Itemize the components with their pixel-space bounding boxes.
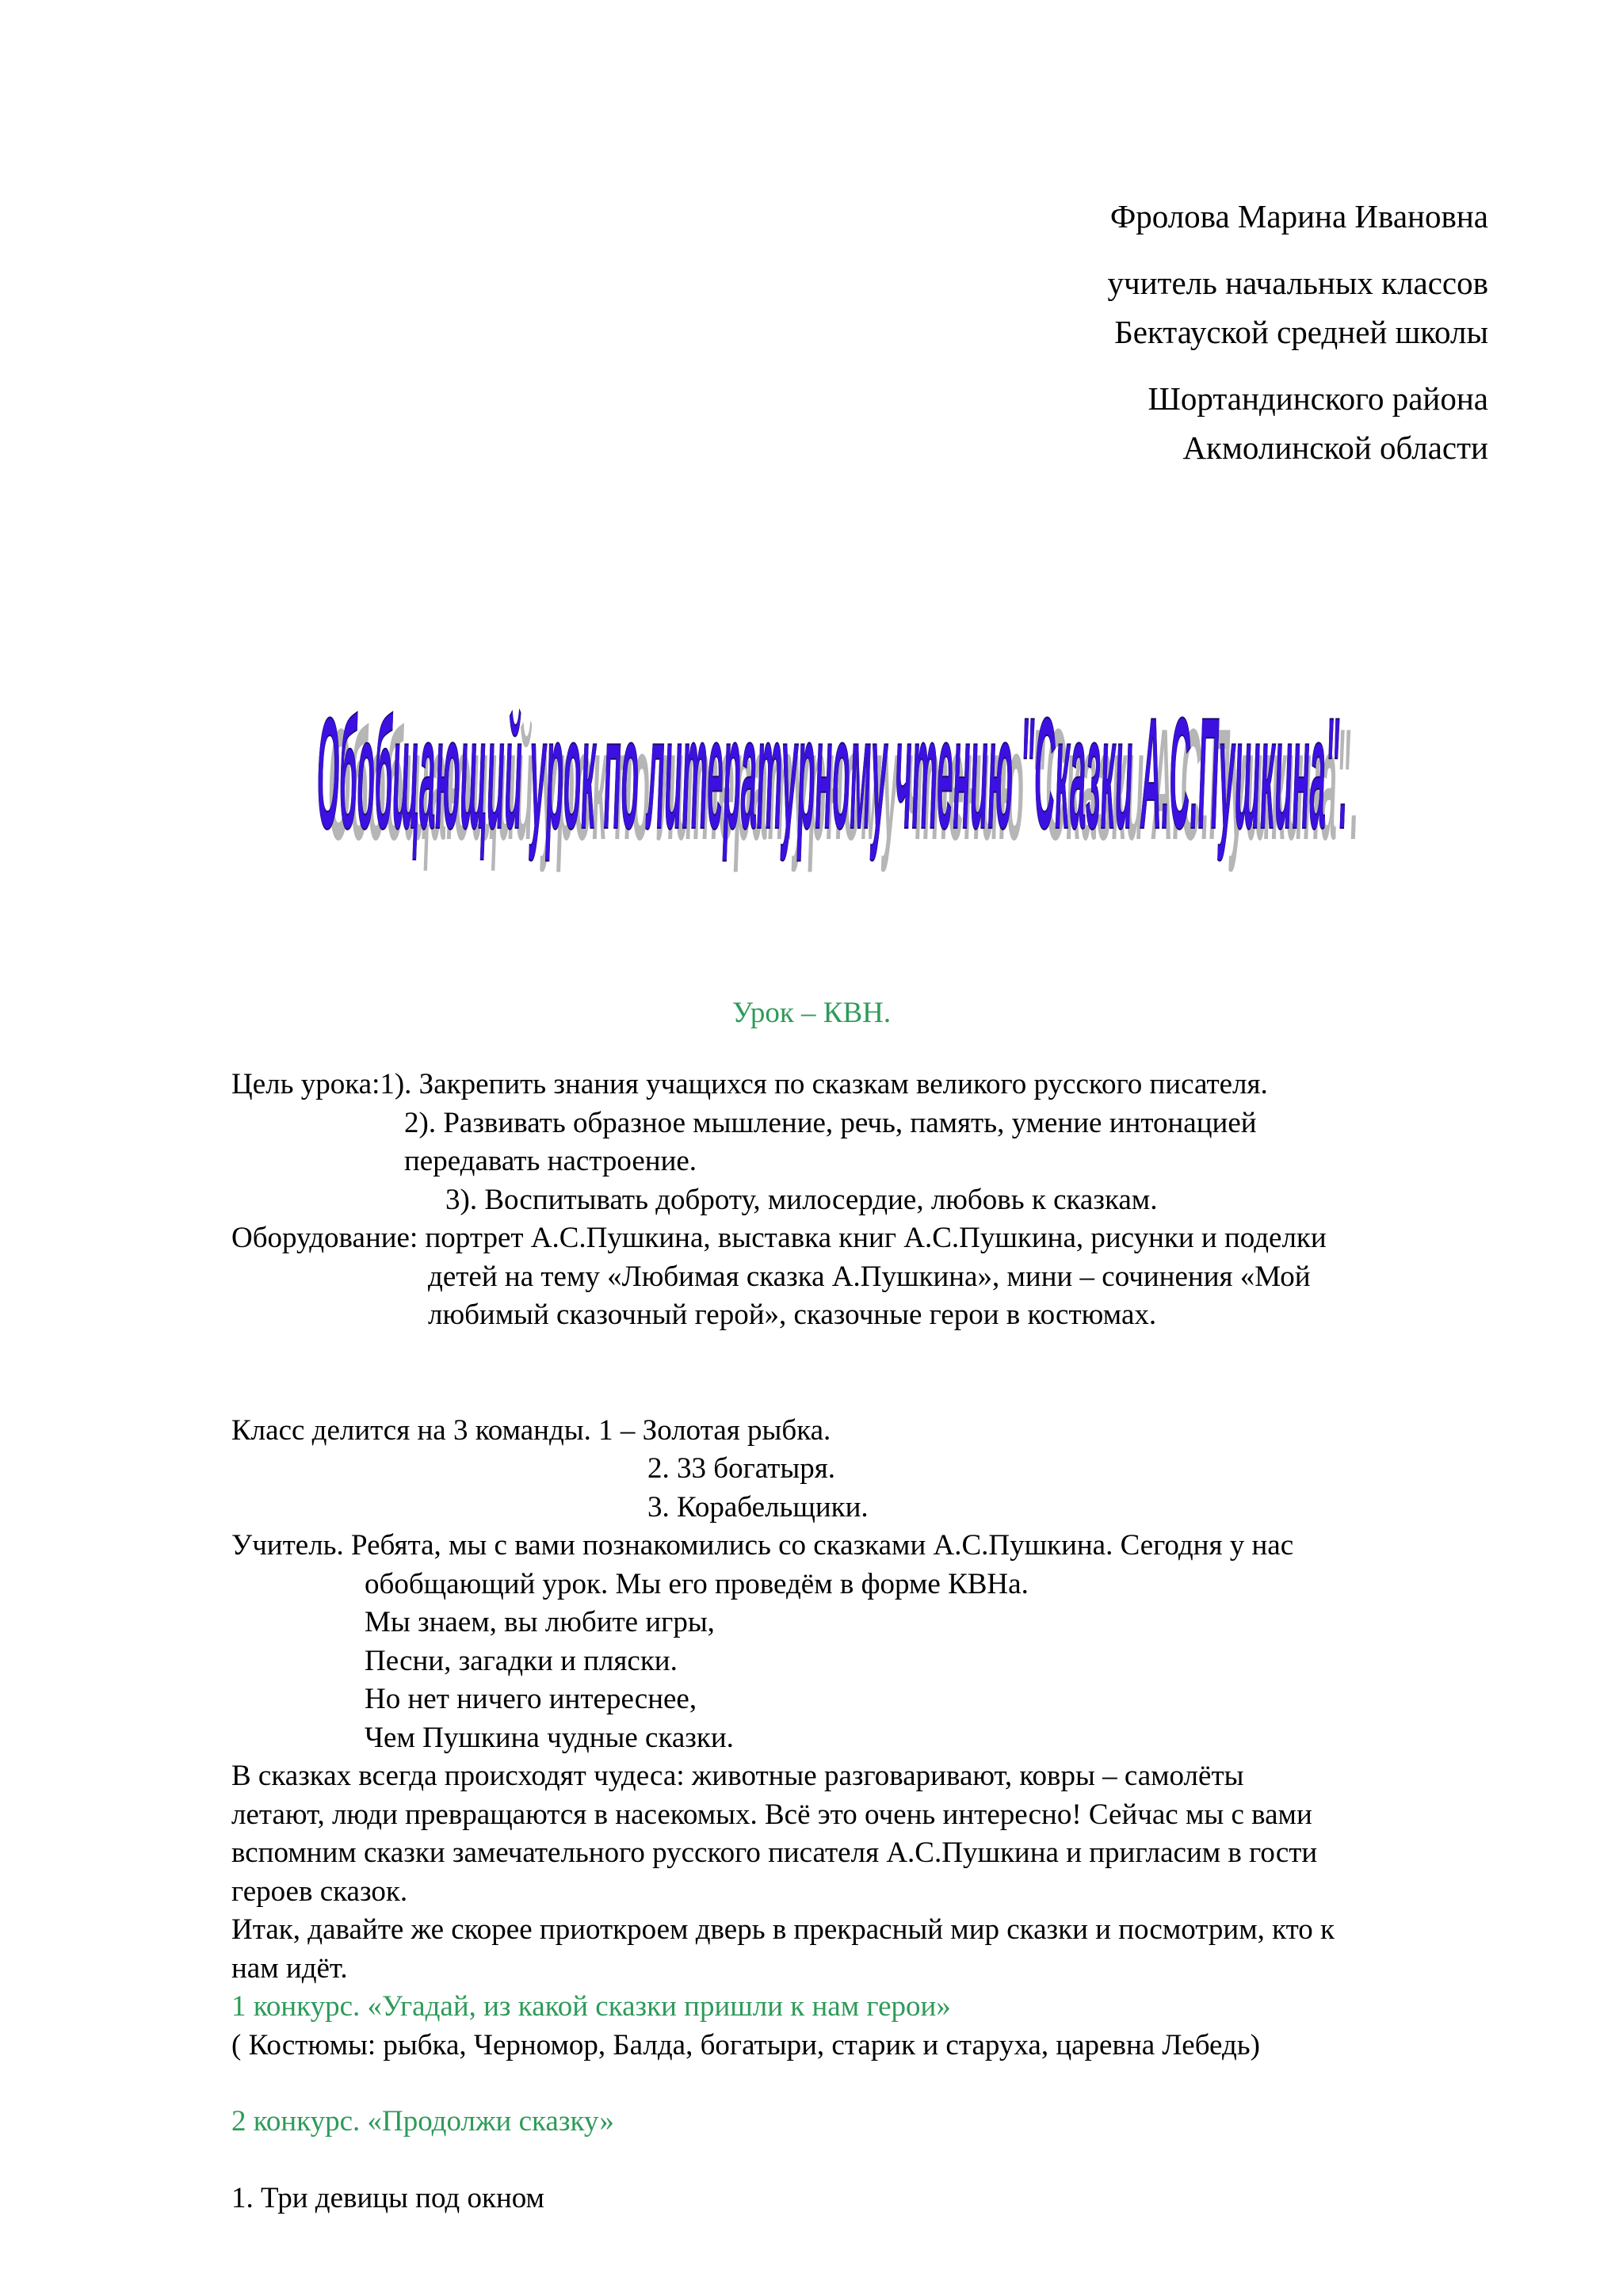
paragraph1-line-4: героев сказок.: [231, 1875, 408, 1908]
contest2-item-1: 1. Три девицы под окном: [231, 2181, 544, 2214]
goals-line-2: 2). Развивать образное мышление, речь, память, умение интонацией: [404, 1106, 1257, 1139]
author-region-line2: Акмолинской области: [1182, 429, 1488, 466]
teacher-line-2: обобщающий урок. Мы его проведём в форме КВНа.: [365, 1567, 1029, 1600]
author-position-line1: учитель начальных классов: [1107, 265, 1488, 301]
author-region-line1: Шортандинского района: [1148, 380, 1488, 417]
goals-line-4: 3). Воспитывать доброту, милосердие, любовь к сказкам.: [445, 1183, 1158, 1216]
poem-line-2: Песни, загадки и пляски.: [365, 1644, 678, 1677]
title-wordart: [317, 666, 1371, 873]
lesson-subtitle: Урок – КВН.: [731, 997, 892, 1029]
goals-line-1: Цель урока:1). Закрепить знания учащихся по сказкам великого русского писателя.: [231, 1068, 1268, 1100]
teams-line-3: 3. Корабельщики.: [647, 1490, 869, 1524]
equipment-line-2: детей на тему «Любимая сказка А.Пушкина», мини – сочинения «Мой: [428, 1260, 1311, 1293]
teams-line-2: 2. 33 богатыря.: [647, 1452, 836, 1485]
poem-line-3: Но нет ничего интереснее,: [365, 1683, 697, 1715]
goals-line-3: передавать настроение.: [404, 1145, 697, 1177]
title-wordart-text: Обобщающий урок по литературному чтению "Сказки А.С.Пушкина".: [317, 685, 1347, 862]
poem-line-4: Чем Пушкина чудные сказки.: [365, 1721, 734, 1754]
paragraph2-line-1: Итак, давайте же скорее приоткроем дверь в прекрасный мир сказки и посмотрим, кто к: [231, 1913, 1335, 1946]
equipment-line-3: любимый сказочный герой», сказочные герои в костюмах.: [428, 1299, 1157, 1331]
paragraph2-line-2: нам идёт.: [231, 1951, 348, 1985]
teams-line-1: Класс делится на 3 команды. 1 – Золотая рыбка.: [231, 1413, 831, 1447]
title-wordart-shadow: Обобщающий урок по литературному чтению "Сказки А.С.Пушкина".: [328, 696, 1358, 873]
author-block: [1108, 192, 1489, 472]
author-position-line2: Бектауской средней школы: [1114, 314, 1488, 350]
contest1-note: ( Костюмы: рыбка, Черномор, Балда, богатыри, старик и старуха, царевна Лебедь): [231, 2028, 1260, 2061]
paragraph1-line-3: вспомним сказки замечательного русского писателя А.С.Пушкина и пригласим в гости: [231, 1836, 1318, 1869]
contest2-title: 2 конкурс. «Продолжи сказку»: [231, 2105, 614, 2138]
equipment-line-1: Оборудование: портрет А.С.Пушкина, выставка книг А.С.Пушкина, рисунки и поделки: [231, 1222, 1327, 1254]
paragraph1-line-1: В сказках всегда происходят чудеса: животные разговаривают, ковры – самолёты: [231, 1760, 1244, 1792]
author-name: Фролова Марина Ивановна: [1109, 198, 1488, 235]
lesson-body: [231, 1066, 1499, 2218]
paragraph1-line-2: летают, люди превращаются в насекомых. Всё это очень интересно! Сейчас мы с вами: [231, 1798, 1312, 1831]
poem-line-1: Мы знаем, вы любите игры,: [365, 1606, 715, 1638]
teacher-line-1: Учитель. Ребята, мы с вами познакомились со сказками А.С.Пушкина. Сегодня у нас: [231, 1529, 1294, 1562]
contest1-title: 1 конкурс. «Угадай, из какой сказки пришли к нам герои»: [231, 1990, 951, 2023]
title-wordart-svg: [317, 666, 1371, 873]
